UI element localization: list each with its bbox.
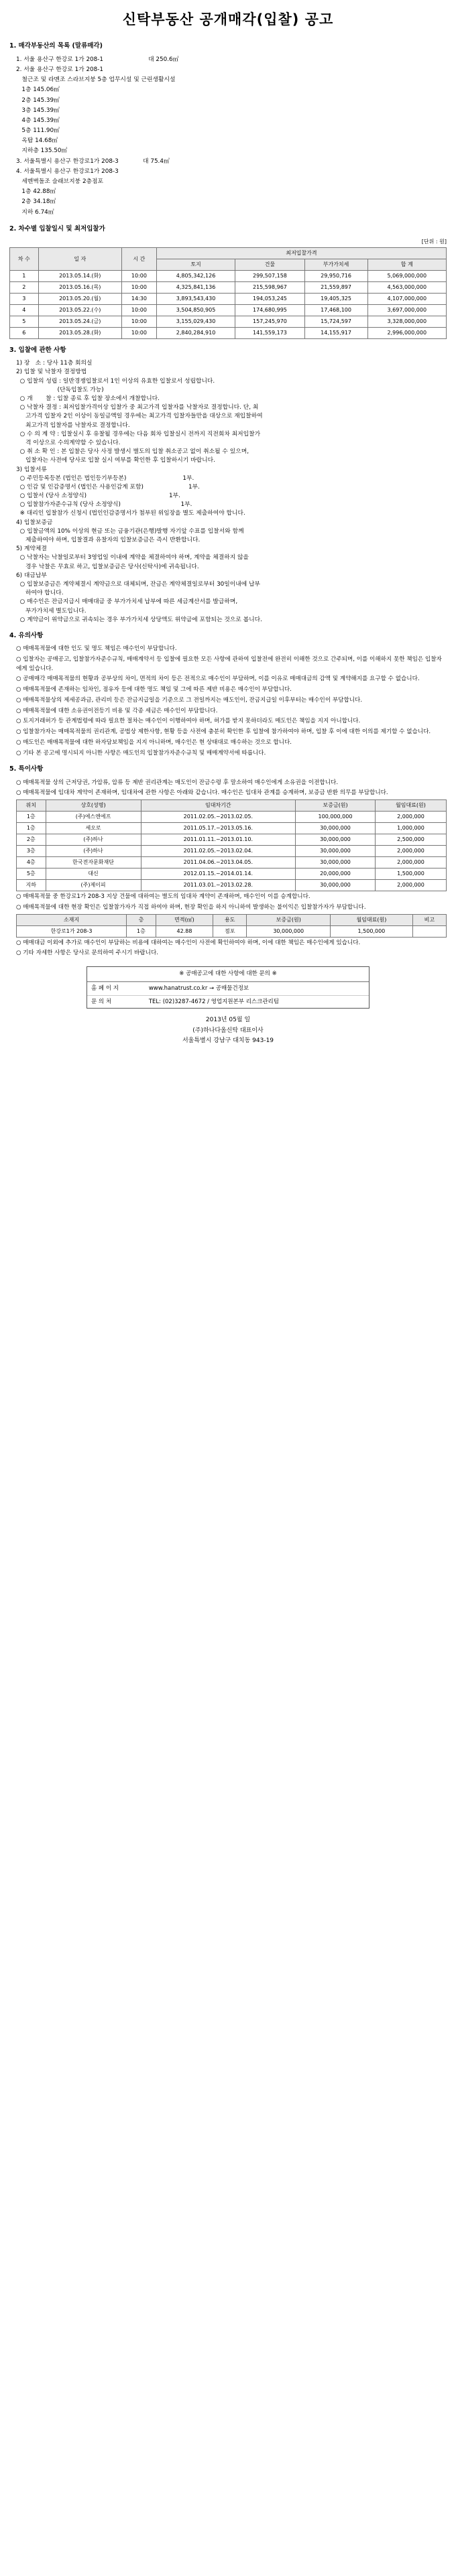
table-cell: 3,893,543,430 [156,294,235,305]
rule-line: ○ 낙찰자는 낙찰일로부터 3영업일 이내에 계약을 체결하여야 하며, 계약을 체결하지 않을 [16,554,249,562]
table-cell: 2011.03.01.~2013.02.28. [141,880,295,891]
table-row [17,812,447,823]
table-cell: 14:30 [121,294,156,305]
table-cell: 30,000,000 [296,834,376,846]
table-row [17,857,447,868]
section-special-notes [9,765,447,958]
table-cell: 2012.01.15.~2014.01.14. [141,868,295,880]
table-header: 일 자 [38,248,121,271]
table-header: 토지 [156,259,235,271]
property-line: 3. 서울특별시 용산구 한강로1가 208-3 대 75.4㎡ [16,157,170,165]
table-cell: 2011.04.06.~2013.04.05. [141,857,295,868]
caution-paragraph: ○ 매매목적물상의 제세공과금, 관리비 등은 잔금지급일을 기준으로 그 전일까지는 매도인이, 잔금지급일 이후부터는 매수인이 부담합니다. [16,696,363,704]
special-paragraph: ○ 매매목적물에 임대차 계약이 존재하며, 임대차에 관한 사항은 아래와 같습니다. 매수인은 임대차 관계를 승계하며, 보증금 반환 의무를 부담합니다. [16,789,388,797]
table-body [17,812,447,891]
section-property-list [9,42,447,218]
table-cell: 215,598,967 [235,282,304,294]
table-cell [412,925,446,937]
table-cell: 4,805,342,126 [156,271,235,282]
rule-line: 4) 입찰보증금 [16,519,53,526]
caution-paragraph: ○ 기타 본 공고에 명시되지 아니한 사항은 매도인의 입찰참가자준수규칙 및 매매계약서에 따릅니다. [16,749,266,757]
table-cell: (주)제이피 [46,880,141,891]
table-header: 보증금(원) [247,914,331,925]
table-row [17,823,447,834]
tenant-table [16,799,447,891]
table-cell: 4,563,000,000 [367,282,446,294]
special-paragraphs [9,779,447,799]
table-cell: 2층 [17,834,46,846]
table-cell: 3,697,000,000 [367,305,446,316]
caution-paragraph: ○ 매매목적물에 대한 소유권이전등기 비용 및 각종 세금은 매수인이 부담합니다. [16,707,218,714]
contact-row [87,982,369,995]
table-cell: 3,504,850,905 [156,305,235,316]
table-header-row [17,800,447,812]
rule-line: 1) 장 소 : 당사 11층 회의실 [16,360,93,367]
property-line: 2. 서울 용산구 한강로 1가 208-1 [16,66,104,73]
special-paragraph: ○ 매매목적물에 대한 현장 확인은 입찰참가자가 직접 하여야 하며, 현장 확인을 하지 아니하여 발생하는 불이익은 입찰참가자가 부담합니다. [16,903,366,911]
section-heading: 1. 매각부동산의 목록 (말류매각) [9,42,103,50]
caution-paragraph: ○ 매매목적물에 존재하는 임차인, 점유자 등에 대한 명도 책임 및 그에 따른 제반 비용은 매수인이 부담합니다. [16,686,292,694]
table-cell: 5층 [17,868,46,880]
table-cell: 4,107,000,000 [367,294,446,305]
rule-line: ○ 입찰보증금은 계약체결시 계약금으로 대체되며, 잔금은 계약체결일로부터 30일이내에 납부 [16,580,261,588]
property-line: 지하층 135.50㎡ [16,147,68,155]
table-row [17,880,447,891]
contact-title: ※ 공매공고에 대한 사항에 대한 문의 ※ [87,967,369,982]
rule-line: ○ 취 소 확 인 : 본 입찰은 당사 사정 발생시 별도의 입찰 취소공고 없이 취소될 수 있으며, [16,448,249,456]
rule-line: ○ 계약금이 위약금으로 귀속되는 경우 부가가치세 상당액도 위약금에 포함되는 것으로 봅니다. [16,616,262,623]
table-header-row [17,914,447,925]
contact-box [87,966,369,1009]
table-cell: 1층 [17,812,46,823]
table-cell: 5,069,000,000 [367,271,446,282]
table-cell: 100,000,000 [296,812,376,823]
table-row [10,316,447,328]
table-header: 면적(㎡) [156,914,213,925]
table-header: 소재지 [17,914,127,925]
table-cell: 20,000,000 [296,868,376,880]
table-cell: 17,468,100 [304,305,367,316]
table-row [10,271,447,282]
special-paragraphs-3 [9,939,447,959]
table-cell: 2,000,000 [375,880,446,891]
table-header: 보증금(원) [296,800,376,812]
contact-label: 홈 페 이 지 [87,982,145,995]
bid-schedule-table [9,247,447,339]
table-row [10,305,447,316]
table-header: 차 수 [10,248,39,271]
table-row [17,868,447,880]
caution-paragraph: ○ 공매매각 매매목적물의 현황과 공부상의 차이, 면적의 차이 등은 전적으로 매수인이 부담하며, 이를 이유로 매매대금의 감액 및 계약해지를 요구할 수 없습니다. [16,675,420,683]
table-header: 시 간 [121,248,156,271]
table-cell: 6 [10,328,39,339]
rule-line: 2) 입찰 및 낙찰자 결정방법 [16,369,87,376]
table-cell: 3층 [17,846,46,857]
property-line: 2층 145.39㎡ [16,96,60,104]
table-cell: 한국전자문화재단 [46,857,141,868]
table-cell: (주)하나 [46,846,141,857]
table-header: 층 [127,914,156,925]
table-cell: 3 [10,294,39,305]
table-cell: (주)에스엔에프 [46,812,141,823]
footer-address: 서울특별시 강남구 대치동 943-19 [182,1037,274,1044]
table-cell: 4,325,841,136 [156,282,235,294]
table-cell: (주)하나 [46,834,141,846]
rule-line: (단독입찰도 가능) [16,386,104,393]
table-cell: 30,000,000 [296,857,376,868]
footer [9,1015,447,1046]
rule-line: 5) 계약체결 [16,545,47,553]
caution-paragraph: ○ 매도인은 매매목적물에 대한 하자담보책임을 지지 아니하며, 매수인은 현 상태대로 매수하는 것으로 합니다. [16,738,292,746]
rule-line: ○ 주민등록등본 (법인은 법인등기부등본) 1부. [16,474,194,482]
table-header: 최저입찰가격 [156,248,446,259]
table-cell: 30,000,000 [296,846,376,857]
property-line: 지하 6.74㎡ [16,208,54,216]
table-cell: 2,000,000 [375,812,446,823]
rule-line: 고가격 입찰자 2인 이상이 동일금액일 경우에는 최고가격 입찰자들만을 대상으로 재입찰하여 [16,413,263,420]
caution-paragraph: ○ 입찰자는 공매공고, 입찰참가자준수규칙, 매매계약서 등 입찰에 필요한 모든 사항에 관하여 입찰전에 완전히 이해한 것으로 간주되며, 이를 이해하지 못한 책임은 입찰자에게 있습니다. [16,655,442,672]
section-bid-schedule [9,224,447,339]
table-cell: 4층 [17,857,46,868]
rule-line: 부가가치세 별도입니다. [16,607,87,615]
property-line: 4층 145.39㎡ [16,117,60,124]
tenant-table-wrap [9,799,447,891]
homepage-link[interactable]: www.hanatrust.co.kr → 공매물건정보 [145,982,369,995]
rule-line: 격 이상으로 수의계약할 수 있습니다. [16,439,121,446]
footer-company: (주)하나다올신탁 대표이사 [192,1027,264,1034]
rule-line: ○ 인감 및 인감증명서 (법인은 사용인감계 포함) 1부. [16,483,200,491]
table-header: 용도 [213,914,247,925]
table-cell: 10:00 [121,316,156,328]
table-row [17,834,447,846]
bid-rule-lines [9,359,447,625]
rule-line: ○ 입찰의 성립 : 일반경쟁입찰로서 1인 이상의 유효한 입찰로서 성립합니다. [16,377,215,385]
caution-paragraph: ○ 입찰참가자는 매매목적물의 권리관계, 공법상 제한사항, 현황 등을 사전에 충분히 확인한 후 입찰에 참가하여야 하며, 입찰 후 이에 대한 이의를 제기할 수 없습니다. [16,728,431,736]
table-cell: 1,500,000 [375,868,446,880]
rent-table [16,914,447,938]
rule-line: 하여야 합니다. [16,590,64,597]
property-line: 3층 145.39㎡ [16,107,60,114]
table-cell: 2,840,284,910 [156,328,235,339]
table-cell: 2013.05.28.(화) [38,328,121,339]
notice-page [0,0,456,1058]
table-cell: 194,053,245 [235,294,304,305]
table-header: 상호(성명) [46,800,141,812]
table-header: 임대차기간 [141,800,295,812]
property-line: 세멘벽돌조 슬래브지붕 2층점포 [16,178,104,185]
property-line: 1층 42.88㎡ [16,188,56,196]
contact-row [87,995,369,1008]
table-row [10,294,447,305]
table-header: 월임대료(원) [375,800,446,812]
rule-line: ○ 낙찰자 결정 : 최저입찰가격이상 입찰가 중 최고가격 입찰자를 낙찰자로 결정합니다. 단, 최 [16,404,259,411]
table-cell: 19,405,325 [304,294,367,305]
table-cell: 174,680,995 [235,305,304,316]
table-cell: 5 [10,316,39,328]
table-cell: 15,724,597 [304,316,367,328]
rent-table-wrap [9,914,447,938]
table-cell: 세오로 [46,823,141,834]
rule-line: 최고가격 입찰자를 낙찰자로 결정합니다. [16,422,130,429]
caution-paragraph: ○ 토지거래허가 등 관계법령에 따라 필요한 절차는 매수인이 이행하여야 하며, 허가를 받지 못하더라도 매도인은 책임을 지지 아니합니다. [16,718,361,725]
rule-line: 제출하여야 하며, 입찰결과 유찰자의 입찰보증금은 즉시 반환합니다. [16,537,201,543]
section-heading: 3. 입찰에 관한 사항 [9,346,66,354]
table-cell: 30,000,000 [296,880,376,891]
special-paragraph: ○ 매매목적물 중 한강로1가 208-3 지상 건물에 대하여는 별도의 임대차 계약이 존재하며, 매수인이 이를 승계합니다. [16,893,310,901]
table-cell: 157,245,970 [235,316,304,328]
rule-line: 입찰자는 사전에 당사로 입찰 실시 여부를 확인한 후 입찰하시기 바랍니다. [16,457,215,464]
table-cell: 10:00 [121,271,156,282]
rule-line: 6) 대금납부 [16,572,47,579]
rule-line: ○ 개 찰 : 입찰 종료 후 입찰 장소에서 개찰합니다. [16,395,160,402]
table-cell: 14,155,917 [304,328,367,339]
table-cell: 2011.01.11.~2013.01.10. [141,834,295,846]
property-line: 4. 서울특별시 용산구 한강로1가 208-3 [16,168,119,175]
table-cell: 2013.05.14.(화) [38,271,121,282]
rule-line: ○ 수 의 계 약 : 입찰실시 후 유찰될 경우에는 다음 회차 입찰실시 전까지 직전회차 최저입찰가 [16,430,261,438]
property-line: 5층 111.90㎡ [16,127,60,135]
caution-paragraph: ○ 매매목적물에 대한 인도 및 명도 책임은 매수인이 부담합니다. [16,645,177,653]
property-line: 1. 서울 용산구 한강로 1가 208-1 대 250.6㎡ [16,56,179,63]
rule-line: ※ 대리인 입찰참가 신청시 (법인인감증명서가 첨부된 위임장을 별도 제출하여야 합니다. [16,510,245,517]
contact-table [87,982,369,1009]
table-cell: 30,000,000 [247,925,331,937]
table-header: 건물 [235,259,304,271]
table-row [10,328,447,339]
special-paragraph: ○ 매매목적물 상의 근저당권, 가압류, 압류 등 제반 권리관계는 매도인이 잔금수령 후 말소하여 매수인에게 소유권을 이전합니다. [16,779,339,786]
table-cell: 한강로1가 208-3 [17,925,127,937]
table-cell: 2,996,000,000 [367,328,446,339]
section-heading: 2. 차수별 입찰일시 및 최저입찰가 [9,224,105,233]
table-cell: 42.88 [156,925,213,937]
caution-paragraphs [9,645,447,758]
rule-line: 3) 입찰서류 [16,466,47,473]
table-cell: 지하 [17,880,46,891]
special-paragraph: ○ 기타 자세한 사항은 당사로 문의하여 주시기 바랍니다. [16,950,158,957]
table-cell: 29,950,716 [304,271,367,282]
section-heading: 5. 특이사항 [9,765,44,773]
rule-line: ○ 입찰서 (당사 소정양식) 1부. [16,493,180,500]
footer-date: 2013년 05월 일 [205,1017,251,1024]
property-line: 옥탑 14.68㎡ [16,137,58,145]
table-cell: 2 [10,282,39,294]
table-cell: 1,500,000 [331,925,413,937]
table-cell: 30,000,000 [296,823,376,834]
table-header: 위치 [17,800,46,812]
section-heading: 4. 유의사항 [9,631,44,639]
table-cell: 2013.05.22.(수) [38,305,121,316]
table-cell: 2,000,000 [375,857,446,868]
table-cell: 2013.05.20.(월) [38,294,121,305]
table-body [17,925,447,937]
table-row [10,282,447,294]
property-line: 1층 145.06㎡ [16,86,60,94]
table-cell: 1층 [127,925,156,937]
table-cell: 10:00 [121,305,156,316]
special-paragraphs-2 [9,893,447,913]
table-cell: 2011.05.17.~2013.05.16. [141,823,295,834]
rule-line: ○ 매수인은 잔금지급시 매매대금 중 부가가치세 납부에 따른 세금계산서를 발급하며, [16,598,238,606]
section-cautions [9,631,447,759]
table-header: 부가가치세 [304,259,367,271]
table-cell: 3,155,029,430 [156,316,235,328]
table-cell: 2,000,000 [375,846,446,857]
table-cell: 2013.05.16.(목) [38,282,121,294]
table-body [10,271,447,339]
table-cell: 2,500,000 [375,834,446,846]
table-cell: 4 [10,305,39,316]
unit-label: [단위 : 원] [421,239,447,245]
table-row [17,846,447,857]
table-cell: 1층 [17,823,46,834]
rule-line: ○ 입찰참가자준수규칙 (당사 소정양식) 1부. [16,501,192,509]
table-cell: 2013.05.24.(금) [38,316,121,328]
table-cell: 10:00 [121,328,156,339]
contact-label: 문 의 처 [87,995,145,1008]
table-cell: 대신 [46,868,141,880]
property-line: 철근조 및 라멘조 스라브지붕 5층 업무시설 및 근린생활시설 [16,76,176,84]
table-cell: 1,000,000 [375,823,446,834]
table-header: 비고 [412,914,446,925]
table-cell: 299,507,158 [235,271,304,282]
property-lines [9,55,447,218]
table-cell: 2011.02.05.~2013.02.05. [141,812,295,823]
table-row [17,925,447,937]
property-line: 2층 34.18㎡ [16,198,56,206]
table-cell: 3,328,000,000 [367,316,446,328]
table-header: 월임대료(원) [331,914,413,925]
rule-line: 경우 낙찰은 무효로 하고, 입찰보증금은 당사(신탁사)에 귀속됩니다. [16,563,199,570]
special-paragraph: ○ 매매대금 이외에 추가로 매수인이 부담하는 비용에 대하여는 매수인이 사전에 확인하여야 하며, 이에 대한 책임은 매수인에게 있습니다. [16,939,361,946]
table-cell: 10:00 [121,282,156,294]
table-cell: 21,559,897 [304,282,367,294]
table-cell: 1 [10,271,39,282]
section-bid-rules [9,346,447,625]
contact-phone: TEL: (02)3287-4672 / 영업지원본부 리스크관리팀 [145,995,369,1008]
rule-line: ○ 입찰금액의 10% 이상의 현금 또는 금융기관(은행)발행 자기앞 수표를 입찰서와 함께 [16,527,244,535]
table-cell: 141,559,173 [235,328,304,339]
table-cell: 2011.02.05.~2013.02.04. [141,846,295,857]
table-header: 합 계 [367,259,446,271]
table-cell: 점포 [213,925,247,937]
page-title: 신탁부동산 공개매각(입찰) 공고 [122,11,334,27]
